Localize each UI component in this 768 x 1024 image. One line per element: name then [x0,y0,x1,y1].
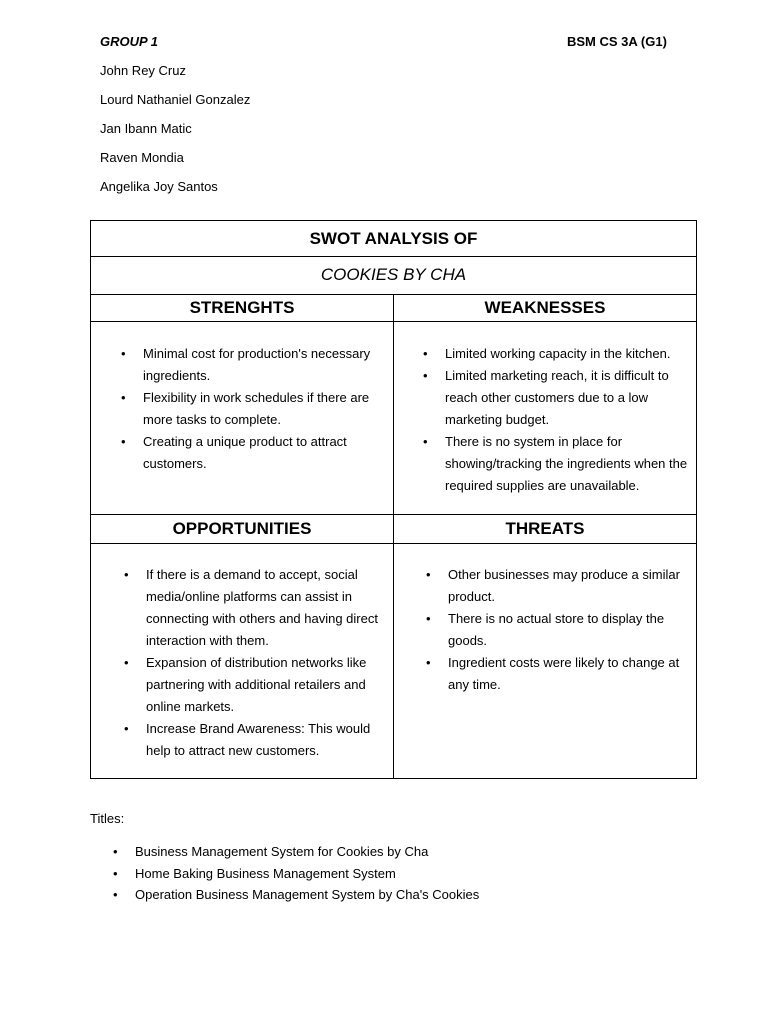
member-name: John Rey Cruz [100,63,186,78]
weaknesses-heading: WEAKNESSES [394,294,697,321]
threats-list [448,564,686,696]
weaknesses-cell [394,321,697,514]
opportunities-cell [91,543,394,778]
list-item: • Operation Business Management System by Cha's Cookies [135,884,479,906]
section-code: BSM CS 3A (G1) [567,34,667,49]
member-list [100,62,250,207]
titles-list [135,841,479,906]
list-item: • Home Baking Business Management System [135,863,479,885]
weaknesses-list [445,343,690,497]
group-label: GROUP 1 [100,34,159,49]
list-item: • There is no actual store to display the goods. [448,608,686,652]
list-item: • Creating a unique product to attract customers. [143,431,383,475]
list-item: • Expansion of distribution networks like partnering with additional retailers and online markets. [146,652,385,718]
strengths-cell [91,321,394,514]
threats-cell [394,543,697,778]
opportunities-heading: OPPORTUNITIES [91,514,394,543]
list-item: • Minimal cost for production's necessary ingredients. [143,343,383,387]
strengths-heading: STRENGHTS [91,294,394,321]
member-name: Lourd Nathaniel Gonzalez [100,92,251,107]
titles-label: Titles: [90,811,125,826]
list-item: • Flexibility in work schedules if there are more tasks to complete. [143,387,383,431]
opportunities-list [146,564,385,762]
member-name: Raven Mondia [100,150,184,165]
strengths-list [143,343,383,475]
list-item: • If there is a demand to accept, social media/online platforms can assist in connecting with others and having direct interaction with them. [146,564,385,652]
swot-table [90,220,697,779]
list-item: • Business Management System for Cookies by Cha [135,841,479,863]
list-item: • Limited working capacity in the kitchen. [445,343,690,365]
list-item: • There is no system in place for showing/tracking the ingredients when the required supplies are unavailable. [445,431,690,497]
list-item: • Ingredient costs were likely to change at any time. [448,652,686,696]
member-name: Jan Ibann Matic [100,121,192,136]
threats-heading: THREATS [394,514,697,543]
list-item: • Other businesses may produce a similar product. [448,564,686,608]
swot-title: SWOT ANALYSIS OF [91,221,697,257]
list-item: • Limited marketing reach, it is difficult to reach other customers due to a low marketing budget. [445,365,690,431]
list-item: • Increase Brand Awareness: This would help to attract new customers. [146,718,385,762]
swot-subtitle: COOKIES BY CHA [91,257,697,294]
member-name: Angelika Joy Santos [100,179,218,194]
